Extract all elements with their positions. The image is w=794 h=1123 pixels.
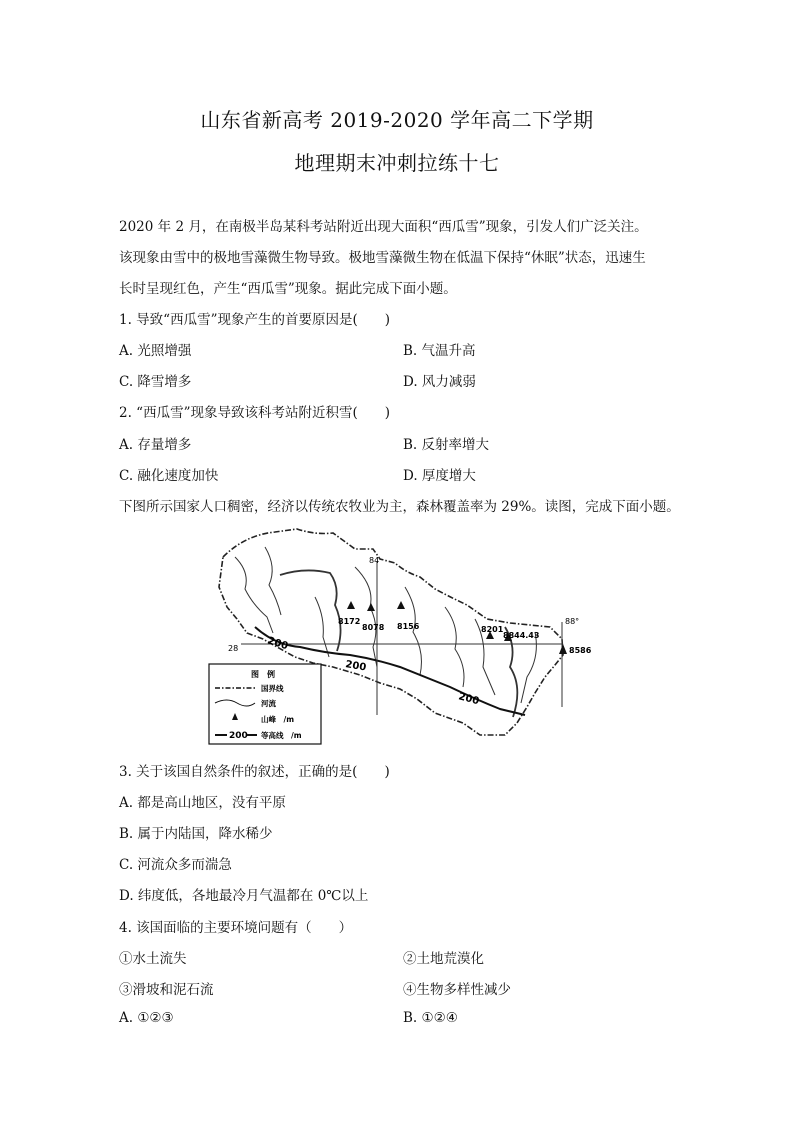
lon-label-88: 88° — [565, 617, 580, 626]
intro-line-3: 长时呈现红色，产生“西瓜雪”现象。据此完成下面小题。 — [119, 281, 457, 297]
peak-label: 8078 — [362, 623, 385, 632]
q4-choice-2: ②土地荒漠化 — [403, 951, 484, 967]
q1-option-a: A. 光照增强 — [119, 343, 192, 359]
q2-option-d: D. 厚度增大 — [403, 468, 476, 484]
peak-label: 8844.43 — [503, 631, 540, 640]
intro-line-1: 2020 年 2 月，在南极半岛某科考站附近出现大面积“西瓜雪”现象，引发人们广泛关注。 — [119, 219, 648, 235]
lon-label-84: 84 — [369, 556, 380, 565]
q4-choice-4: ④生物多样性减少 — [403, 982, 511, 998]
legend-border-label: 国界线 — [261, 684, 284, 693]
river — [315, 597, 329, 657]
q4-option-a: A. ①②③ — [119, 1010, 174, 1026]
contour-label: 200 — [457, 691, 481, 708]
legend-contour-label: 等高线 /m — [261, 731, 302, 740]
q3-option-a: A. 都是高山地区，没有平原 — [119, 795, 286, 811]
q3-option-c: C. 河流众多而湍急 — [119, 857, 232, 873]
q4-choice-1: ①水土流失 — [119, 951, 187, 967]
river — [521, 632, 536, 703]
river — [235, 557, 273, 633]
q4-choice-3: ③滑坡和泥石流 — [119, 982, 214, 998]
legend-title: 图 例 — [251, 670, 275, 679]
q2-option-a: A. 存量增多 — [119, 437, 192, 453]
river — [265, 547, 281, 615]
title-line-1: 山东省新高考 2019-2020 学年高二下学期 — [200, 108, 594, 132]
peak-label: 8172 — [338, 617, 361, 626]
title-line-2: 地理期末冲刺拉练十七 — [294, 151, 500, 175]
legend-contour-value: 200 — [229, 731, 248, 741]
q1-stem: 1. 导致“西瓜雪”现象产生的首要原因是( ) — [119, 312, 391, 328]
q3-option-d: D. 纬度低，各地最冷月气温都在 0℃以上 — [119, 888, 369, 904]
legend-peak-label: 山峰 /m — [261, 715, 295, 724]
river — [280, 570, 341, 651]
intro-line-2: 该现象由雪中的极地雪藻微生物导致。极地雪藻微生物在低温下保持“休眠”状态，迅速生 — [119, 250, 646, 266]
map-intro: 下图所示国家人口稠密，经济以传统农牧业为主，森林覆盖率为 29%。读图，完成下面小题。 — [119, 499, 680, 515]
peak-label: 8156 — [397, 622, 420, 631]
lat-label-28: 28 — [228, 644, 239, 653]
q3-option-b: B. 属于内陆国，降水稀少 — [119, 826, 273, 842]
legend-river-label: 河流 — [261, 699, 276, 708]
q2-option-c: C. 融化速度加快 — [119, 468, 219, 484]
peak-label: 8201 — [481, 625, 504, 634]
q1-option-d: D. 风力减弱 — [403, 374, 476, 390]
q4-stem: 4. 该国面临的主要环境问题有（ ） — [119, 920, 353, 936]
q2-stem: 2. “西瓜雪”现象导致该科考站附近积雪( ) — [119, 405, 391, 421]
q1-option-b: B. 气温升高 — [403, 343, 476, 359]
country-map — [205, 527, 592, 745]
q3-stem: 3. 关于该国自然条件的叙述，正确的是( ) — [119, 764, 390, 780]
river — [445, 607, 464, 687]
contour-label: 200 — [266, 635, 290, 653]
peak-label: 8586 — [569, 646, 592, 655]
q4-option-b: B. ①②④ — [403, 1010, 458, 1026]
q1-option-c: C. 降雪增多 — [119, 374, 192, 390]
contour-label: 200 — [344, 659, 367, 674]
q2-option-b: B. 反射率增大 — [403, 437, 490, 453]
river — [405, 587, 421, 675]
